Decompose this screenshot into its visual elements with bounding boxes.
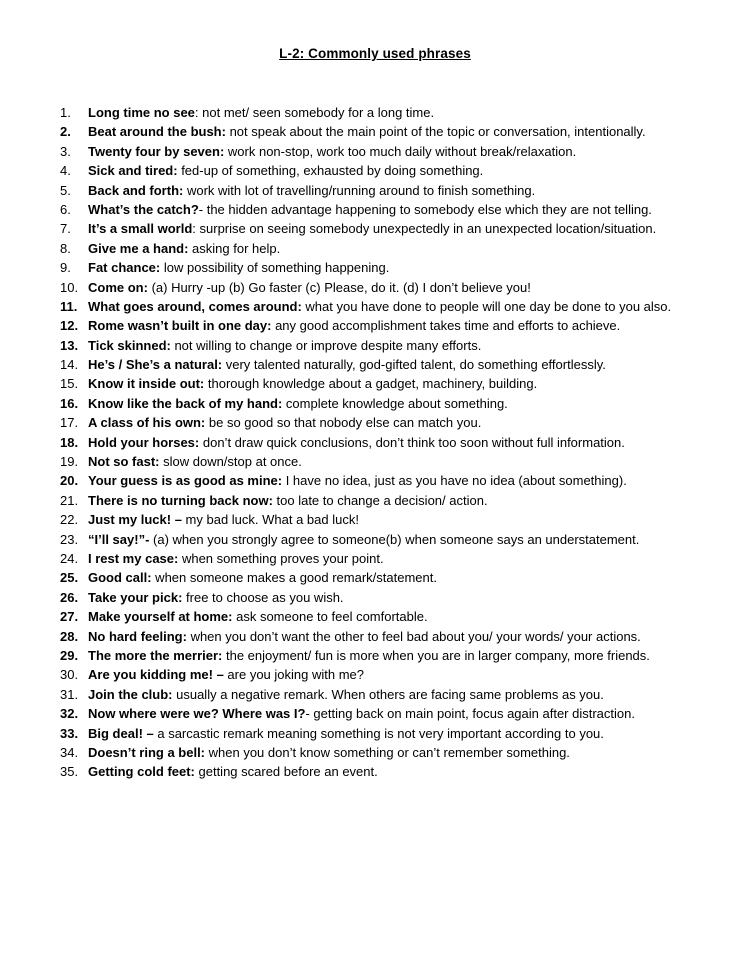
item-number: 30.: [60, 667, 79, 683]
list-item: [60, 452, 730, 471]
item-content: [88, 530, 730, 549]
phrase-term: Fat chance:: [88, 260, 161, 276]
phrase-term: Not so fast:: [88, 454, 160, 470]
phrase-term: I rest my case:: [88, 550, 179, 566]
phrase-term: Tick skinned:: [88, 337, 171, 353]
phrase-term: Your guess is as good as mine:: [88, 473, 283, 489]
list-item: [60, 258, 730, 277]
item-content: [88, 762, 730, 781]
list-item: [60, 239, 730, 258]
phrase-definition: : not met/ seen somebody for a long time.: [194, 105, 435, 120]
phrase-definition: not willing to change or improve despite many efforts.: [170, 337, 482, 353]
item-content: [88, 278, 730, 297]
phrase-term: Sick and tired:: [88, 163, 178, 179]
phrase-term: Good call:: [88, 570, 152, 586]
phrase-definition: thorough knowledge about a gadget, machinery, building.: [204, 376, 538, 392]
item-number: 11.: [60, 298, 78, 314]
phrase-term: Rome wasn’t built in one day:: [88, 318, 272, 334]
item-number: 22.: [60, 512, 79, 528]
item-content: [88, 355, 730, 374]
list-item: [60, 568, 730, 587]
item-content: [88, 181, 730, 200]
phrase-term: Now where were we? Where was I?: [88, 706, 306, 722]
item-content: [88, 491, 730, 510]
phrase-term: Long time no see: [88, 105, 195, 120]
phrase-definition: don’t draw quick conclusions, don’t think too soon without full information.: [199, 434, 625, 450]
list-item: [60, 607, 730, 626]
item-number: 1.: [60, 105, 71, 120]
phrase-definition: asking for help.: [188, 240, 281, 256]
item-content: [88, 646, 730, 665]
item-number: 20.: [60, 473, 79, 489]
item-number: 19.: [60, 454, 79, 470]
list-item: [60, 278, 730, 297]
item-number: 6.: [60, 201, 71, 217]
phrase-definition: low possibility of something happening.: [160, 260, 390, 276]
item-content: [88, 549, 730, 568]
list-item: [60, 181, 730, 200]
item-number: 29.: [60, 647, 79, 663]
list-item: [60, 374, 730, 393]
phrase-term: Back and forth:: [88, 182, 184, 198]
phrase-definition: free to choose as you wish.: [182, 589, 344, 605]
list-item: [60, 316, 730, 335]
phrase-list: [60, 103, 730, 782]
phrase-term: Doesn’t ring a bell:: [88, 744, 206, 760]
item-number: 34.: [60, 744, 79, 760]
item-content: [88, 568, 730, 587]
phrase-definition: are you joking with me?: [223, 667, 364, 683]
item-number: 35.: [60, 764, 79, 780]
item-content: [88, 122, 730, 141]
item-content: [88, 161, 730, 180]
phrase-definition: ask someone to feel comfortable.: [232, 609, 428, 625]
item-content: [88, 704, 730, 723]
item-content: [88, 665, 730, 684]
phrase-definition: work non-stop, work too much daily without break/relaxation.: [224, 143, 577, 159]
phrase-term: Hold your horses:: [88, 434, 200, 450]
item-content: [88, 316, 730, 335]
item-content: [88, 607, 730, 626]
phrase-term: Just my luck! –: [88, 512, 182, 528]
item-content: [88, 471, 730, 490]
list-item: [60, 336, 730, 355]
item-content: [88, 297, 730, 316]
phrase-term: Are you kidding me! –: [88, 667, 224, 683]
item-content: [88, 336, 730, 355]
phrase-definition: my bad luck. What a bad luck!: [181, 512, 359, 528]
phrase-definition: when something proves your point.: [178, 550, 384, 566]
item-number: 3.: [60, 143, 71, 159]
list-item: [60, 297, 730, 316]
item-content: [88, 743, 730, 762]
list-item: [60, 355, 730, 374]
phrase-term: Come on:: [88, 279, 148, 295]
list-item: [60, 588, 730, 607]
item-number: 15.: [60, 376, 79, 392]
item-number: 25.: [60, 570, 79, 586]
list-item: [60, 685, 730, 704]
list-item: [60, 665, 730, 684]
page-title: L-2: Commonly used phrases: [279, 46, 471, 61]
item-number: 33.: [60, 725, 79, 741]
list-item: [60, 161, 730, 180]
item-number: 2.: [60, 124, 71, 140]
list-item: [60, 510, 730, 529]
phrase-term: Join the club:: [88, 686, 173, 702]
item-content: [88, 258, 730, 277]
phrase-definition: usually a negative remark. When others are facing same problems as you.: [172, 686, 604, 702]
item-number: 21.: [60, 492, 79, 508]
item-number: 14.: [60, 357, 79, 373]
item-content: [88, 103, 730, 122]
phrase-definition: work with lot of travelling/running around to finish something.: [183, 182, 536, 198]
phrase-definition: when you don’t want the other to feel bad about you/ your words/ your actions.: [186, 628, 641, 644]
list-item: [60, 122, 730, 141]
phrase-term: What’s the catch?: [88, 201, 199, 217]
list-item: [60, 394, 730, 413]
phrase-definition: too late to change a decision/ action.: [272, 492, 488, 508]
item-number: 17.: [60, 415, 79, 431]
phrase-term: Know like the back of my hand:: [88, 395, 283, 411]
item-number: 10.: [60, 279, 79, 295]
item-number: 12.: [60, 318, 79, 334]
list-item: [60, 491, 730, 510]
item-number: 26.: [60, 589, 79, 605]
phrase-definition: complete knowledge about something.: [282, 395, 508, 411]
phrase-definition: when someone makes a good remark/statement.: [151, 570, 437, 586]
phrase-term: Give me a hand:: [88, 240, 189, 256]
list-item: [60, 549, 730, 568]
phrase-term: What goes around, comes around:: [88, 298, 302, 314]
list-item: [60, 743, 730, 762]
item-number: 16.: [60, 395, 79, 411]
phrase-definition: - the hidden advantage happening to somebody else which they are not telling.: [198, 201, 652, 217]
item-number: 24.: [60, 550, 79, 566]
item-content: [88, 374, 730, 393]
item-number: 13.: [60, 337, 79, 353]
item-number: 32.: [60, 706, 79, 722]
item-content: [88, 588, 730, 607]
item-content: [88, 627, 730, 646]
phrase-term: Getting cold feet:: [88, 764, 195, 780]
item-content: [88, 142, 730, 161]
phrase-definition: I have no idea, just as you have no idea (about something).: [282, 473, 627, 489]
list-item: [60, 142, 730, 161]
phrase-term: A class of his own:: [88, 415, 206, 431]
phrase-definition: - getting back on main point, focus again after distraction.: [305, 706, 635, 722]
item-number: 31.: [60, 686, 79, 702]
item-content: [88, 239, 730, 258]
phrase-definition: slow down/stop at once.: [159, 454, 302, 470]
item-content: [88, 219, 730, 238]
phrase-definition: any good accomplishment takes time and efforts to achieve.: [271, 318, 621, 334]
list-item: [60, 413, 730, 432]
list-item: [60, 103, 730, 122]
item-content: [88, 452, 730, 471]
list-item: [60, 762, 730, 781]
item-content: [88, 433, 730, 452]
phrase-term: Know it inside out:: [88, 376, 205, 392]
phrase-term: No hard feeling:: [88, 628, 187, 644]
phrase-term: It’s a small world: [88, 221, 193, 237]
item-number: 7.: [60, 221, 71, 237]
list-item: [60, 627, 730, 646]
item-number: 27.: [60, 609, 79, 625]
list-item: [60, 530, 730, 549]
item-number: 5.: [60, 182, 71, 198]
list-item: [60, 219, 730, 238]
item-number: 4.: [60, 163, 71, 179]
item-number: 18.: [60, 434, 79, 450]
phrase-definition: the enjoyment/ fun is more when you are in larger company, more friends.: [222, 647, 650, 663]
phrase-definition: : surprise on seeing somebody unexpectedly in an unexpected location/situation.: [192, 221, 657, 237]
phrase-term: Big deal! –: [88, 725, 154, 741]
phrase-definition: (a) Hurry -up (b) Go faster (c) Please, do it. (d) I don’t believe you!: [147, 279, 531, 295]
phrase-term: Make yourself at home:: [88, 609, 233, 625]
phrase-definition: (a) when you strongly agree to someone(b) when someone says an understatement.: [149, 531, 640, 547]
item-number: 8.: [60, 240, 71, 256]
phrase-term: “I’ll say!”-: [88, 531, 150, 547]
phrase-term: Take your pick:: [88, 589, 183, 605]
list-item: [60, 471, 730, 490]
list-item: [60, 646, 730, 665]
phrase-term: Beat around the bush:: [88, 124, 226, 140]
item-content: [88, 394, 730, 413]
list-item: [60, 724, 730, 743]
item-content: [88, 685, 730, 704]
list-item: [60, 200, 730, 219]
phrase-definition: when you don’t know something or can’t remember something.: [205, 744, 570, 760]
phrase-term: The more the merrier:: [88, 647, 223, 663]
phrase-definition: what you have done to people will one day be done to you also.: [301, 298, 672, 314]
phrase-definition: getting scared before an event.: [194, 764, 378, 780]
phrase-definition: fed-up of something, exhausted by doing something.: [177, 163, 484, 179]
item-content: [88, 413, 730, 432]
phrase-definition: be so good so that nobody else can match you.: [205, 415, 482, 431]
phrase-term: Twenty four by seven:: [88, 143, 225, 159]
phrase-term: There is no turning back now:: [88, 492, 273, 508]
item-content: [88, 200, 730, 219]
item-number: 28.: [60, 628, 79, 644]
item-content: [88, 724, 730, 743]
list-item: [60, 704, 730, 723]
item-number: 23.: [60, 531, 79, 547]
phrase-term: He’s / She’s a natural:: [88, 357, 223, 373]
item-content: [88, 510, 730, 529]
item-number: 9.: [60, 260, 71, 276]
list-item: [60, 433, 730, 452]
phrase-definition: not speak about the main point of the topic or conversation, intentionally.: [225, 124, 646, 140]
phrase-definition: very talented naturally, god-gifted talent, do something effortlessly.: [222, 357, 606, 373]
phrase-definition: a sarcastic remark meaning something is not very important according to you.: [153, 725, 604, 741]
